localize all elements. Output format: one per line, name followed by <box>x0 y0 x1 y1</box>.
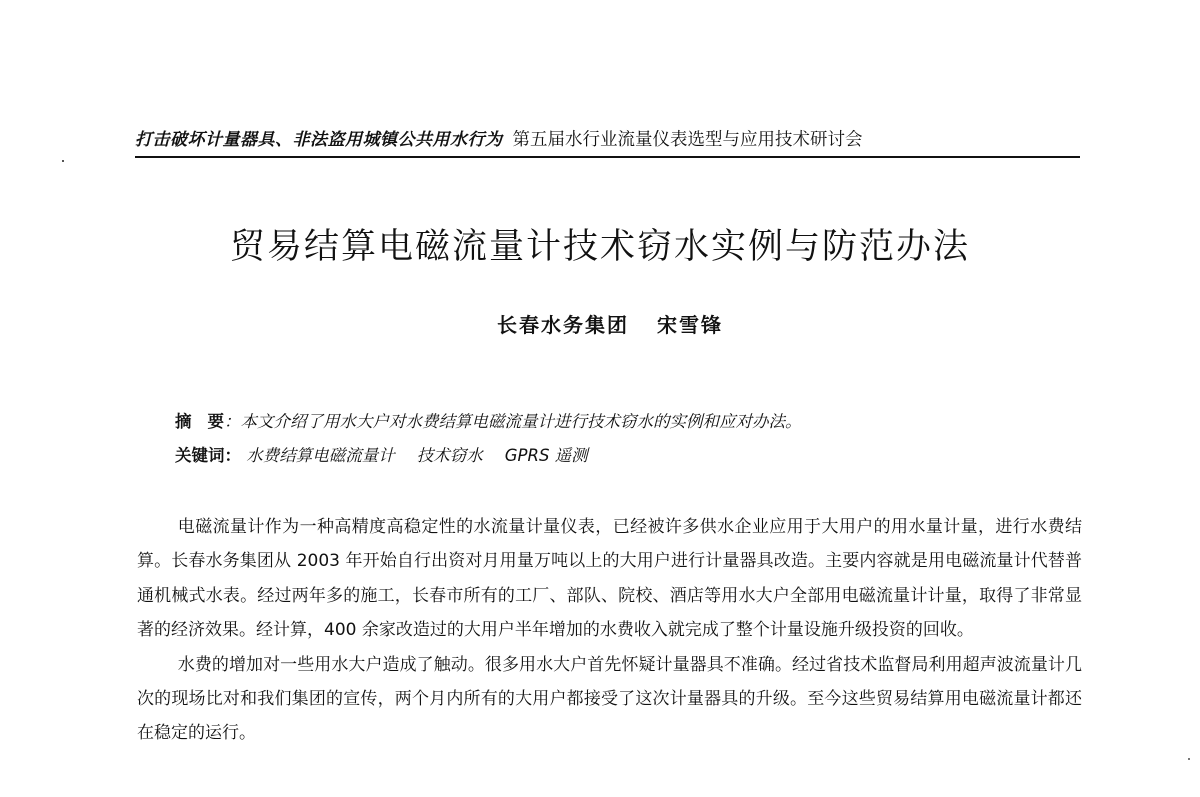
body-paragraph: 电磁流量计作为一种高精度高稳定性的水流量计量仪表，已经被许多供水企业应用于大用户的用水量计量，进行水费结算。长春水务集团从 2003 年开始自行出资对月用量万吨以上的大用户进行计量器具改造。主要内容就是用电磁流量计代替普通机械式水表。经过两年多的施工，长春市所有的工厂、部队、院校、酒店等用水大户全部用电磁流量计计量，取得了非常显著的经济效果。经计算，400 余家改造过的大用户半年增加的水费收入就完成了整个计量设施升级投资的回收。 <box>137 517 1082 641</box>
keyword: GPRS 遥测 <box>504 446 588 465</box>
keywords-label: 关键词 <box>175 446 225 465</box>
running-header-left: 打击破坏计量器具、非法盗用城镇公共用水行为 <box>135 130 503 150</box>
body-paragraph: 水费的增加对一些用水大户造成了触动。很多用水大户首先怀疑计量器具不准确。经过省技术监督局利用超声波流量计几次的现场比对和我们集团的宣传，两个月内所有的大用户都接受了这次计量器具的升级。至今这些贸易结算用电磁流量计都还在稳定的运行。 <box>137 654 1082 744</box>
abstract <box>175 408 802 436</box>
running-header-right: 第五届水行业流量仪表选型与应用技术研讨会 <box>512 130 863 150</box>
author-line <box>0 310 1200 340</box>
keyword: 水费结算电磁流量计 <box>246 446 395 465</box>
running-header <box>135 126 1080 158</box>
author-name: 宋雪锋 <box>657 313 723 337</box>
scan-speck <box>62 160 64 162</box>
abstract-label: 摘 要 <box>175 412 224 431</box>
body-text <box>137 510 1082 751</box>
abstract-text: ：本文介绍了用水大户对水费结算电磁流量计进行技术窃水的实例和应对办法。 <box>224 412 802 431</box>
paper-title: 贸易结算电磁流量计技术窃水实例与防范办法 <box>229 227 970 267</box>
author-organization: 长春水务集团 <box>497 313 629 337</box>
keyword: 技术窃水 <box>416 446 483 465</box>
scan-speck <box>1188 758 1190 760</box>
keywords-separator: ： <box>224 446 241 465</box>
keywords <box>175 442 588 470</box>
